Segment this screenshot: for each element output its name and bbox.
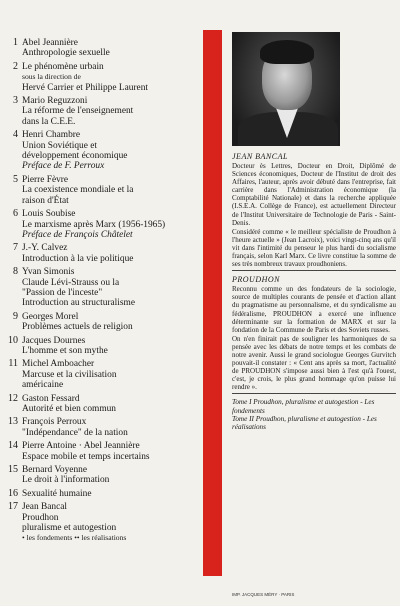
entry-author: Le phénomène urbain (22, 61, 104, 72)
collection-entry (4, 267, 200, 309)
entry-author: François Perroux (22, 417, 87, 428)
entry-title-line: Introduction au structuralisme (22, 298, 135, 309)
collection-entry (4, 359, 200, 390)
entry-author: Bernard Voyenne (22, 465, 88, 476)
red-spine-bar (203, 30, 222, 576)
entry-author: Jacques Dournes (22, 335, 86, 346)
entry-title-line: Espace mobile et temps incertains (22, 451, 150, 462)
entry-body (22, 394, 200, 415)
entry-number: 17 (8, 501, 18, 513)
entry-author: Jean Bancal (22, 502, 68, 513)
entry-title-line: Claude Lévi-Strauss ou la (22, 277, 120, 288)
entry-body (22, 312, 200, 333)
entry-body (22, 130, 200, 172)
entry-author: Pierre Antoine · Abel Jeannière (22, 441, 140, 452)
entry-number: 10 (8, 334, 18, 346)
entry-title-line: L'homme et son mythe (22, 345, 108, 356)
entry-number: 15 (8, 464, 18, 476)
entry-title-line: américaine (22, 380, 64, 391)
entry-number: 6 (13, 208, 18, 220)
entry-number: 5 (13, 173, 18, 185)
entry-number: 4 (13, 129, 18, 141)
entry-author: Henri Chambre (22, 130, 81, 141)
entry-number: 11 (8, 358, 18, 370)
entry-title-line: "Indépendance" de la nation (22, 427, 128, 438)
collection-entry (4, 489, 200, 499)
entry-author: Mario Reguzzoni (22, 96, 88, 107)
entry-body (22, 62, 200, 93)
collection-entry (4, 209, 200, 240)
entry-author: Sexualité humaine (22, 488, 92, 499)
entry-title-line: Hervé Carrier et Philippe Laurent (22, 82, 148, 93)
proudhon-paragraph-2: On n'en finirait pas de souligner les harmoniques de sa pensée avec les débats de notre temps et les combats de notre avenir. Aussi le grand sociologue Georges Gurvitch pouvait-il constater : « Cent ans après sa mort, l'actualité de PROUDHON s'impose aussi bien à l'est qu'à l'ouest, c'est, je crois, le plus grand hommage qu'on puisse lui rendre ». (232, 334, 396, 392)
collection-entry (4, 130, 200, 172)
entry-number: 3 (13, 95, 18, 107)
entry-number: 14 (8, 440, 18, 452)
entry-title-line: Marcuse et la civilisation (22, 369, 117, 380)
entry-number: 7 (13, 242, 18, 254)
entry-title-line: Problèmes actuels de religion (22, 322, 133, 333)
entry-title-line: dans la C.E.E. (22, 116, 76, 127)
collection-entry (4, 394, 200, 415)
entry-body (22, 465, 200, 486)
proudhon-heading: PROUDHON (232, 275, 280, 285)
collection-entry (4, 417, 200, 438)
divider (232, 393, 396, 394)
entry-body (22, 336, 200, 357)
entry-number: 8 (13, 266, 18, 278)
collection-entry (4, 62, 200, 93)
entry-author: Yvan Simonis (22, 267, 75, 278)
entry-author: Gaston Fessard (22, 393, 80, 404)
author-bio-1: Docteur ès Lettres, Docteur en Droit, Diplômé de Sciences économiques, Docteur de l'Institut de droit des Affaires, l'auteur, après avoir débuté dans l'entreprise, fait carrière dans l'Administration économique (la Comptabilité Nationale) et dans la recherche appliquée (I.S.E.A. Collège de France), est actuellement Directeur de l'Institut Universitaire de Technologie de Paris - Saint-Denis. (232, 162, 396, 227)
volume-legend: • les fondements •• les réalisations (22, 533, 127, 543)
entry-title-line: pluralisme et autogestion (22, 523, 117, 534)
entry-body (22, 502, 200, 544)
entry-author: Louis Soubise (22, 209, 76, 220)
entry-title-line: développement économique (22, 151, 128, 162)
collection-entry (4, 502, 200, 544)
author-photo-hair (260, 40, 314, 64)
entry-body (22, 441, 200, 462)
entry-title-line: Introduction à la vie politique (22, 253, 134, 264)
entry-body (22, 38, 200, 59)
entry-title-line: sous la direction de (22, 72, 81, 82)
collection-entry (4, 312, 200, 333)
entry-number: 13 (8, 416, 18, 428)
entry-title-line: Proudhon (22, 512, 59, 523)
collection-entry (4, 336, 200, 357)
entry-author: J.-Y. Calvez (22, 243, 68, 254)
tome-2: Tome II Proudhon, pluralisme et autogestion - Les réalisations (232, 414, 377, 432)
entry-body (22, 243, 200, 264)
collection-entry (4, 175, 200, 206)
collection-entry (4, 441, 200, 462)
entry-title-line: Autorité et bien commun (22, 404, 116, 414)
entry-number: 1 (13, 37, 18, 48)
imprint: IMP. JACQUES MÉRY · PARIS (232, 592, 295, 597)
collection-list (4, 38, 200, 547)
entry-number: 16 (8, 487, 18, 499)
author-panel (222, 0, 400, 606)
entry-title-line: Préface de François Châtelet (22, 229, 133, 240)
author-heading: JEAN BANCAL (232, 152, 288, 161)
entry-body (22, 417, 200, 438)
entry-body (22, 489, 200, 499)
entry-title-line: raison d'État (22, 195, 69, 206)
divider (232, 270, 396, 271)
entry-body (22, 267, 200, 309)
collection-entry (4, 38, 200, 59)
entry-title-line: Le marxisme après Marx (1956-1965) (22, 219, 166, 230)
entry-title-line: La réforme de l'enseignement (22, 106, 134, 117)
tome-1: Tome I Proudhon, pluralisme et autogestion - Les fondements (232, 398, 375, 415)
author-photo (232, 32, 340, 146)
collection-entry (4, 96, 200, 127)
collection-entry (4, 243, 200, 264)
collection-entry (4, 465, 200, 486)
entry-author: Abel Jeannière (22, 38, 78, 48)
entry-title-line: Le droit à l'information (22, 475, 110, 486)
entry-number: 2 (13, 60, 18, 72)
entry-number: 12 (8, 392, 18, 404)
entry-title-line: Union Soviétique et (22, 140, 97, 151)
entry-body (22, 209, 200, 240)
entry-author: Georges Morel (22, 311, 79, 322)
entry-body (22, 359, 200, 390)
entry-title-line: La coexistence mondiale et la (22, 185, 134, 196)
entry-title-line: Anthropologie sexuelle (22, 48, 110, 59)
entry-author: Pierre Fèvre (22, 174, 69, 185)
entry-title-line: "Passion de l'inceste" (22, 287, 103, 298)
author-text (232, 152, 396, 431)
proudhon-paragraph-1: Reconnu comme un des fondateurs de la sociologie, source de multiples courants de pensée et d'action allant du pragmatisme au personnalisme, et du syndicalisme au fédéralisme, PROUDHON a exercé une influence déterminante sur la formation de MARX et sur la fondation de la Commune de Paris et des Soviets russes. (232, 285, 396, 334)
entry-number: 9 (13, 310, 18, 322)
entry-title-line: Préface de F. Perroux (22, 161, 105, 172)
entry-body (22, 96, 200, 127)
author-bio-2: Considéré comme « le meilleur spécialiste de Proudhon à l'heure actuelle » (Jean Lacroix), voici vingt-cinq ans qu'il vit dans l'intimité du penseur le plus hardi du socialisme français, selon Karl Marx. Ce livre constitue la somme de ses très nombreux travaux proudhoniens. (232, 227, 396, 269)
entry-author: Michel Amboacher (22, 359, 95, 370)
entry-body (22, 175, 200, 206)
